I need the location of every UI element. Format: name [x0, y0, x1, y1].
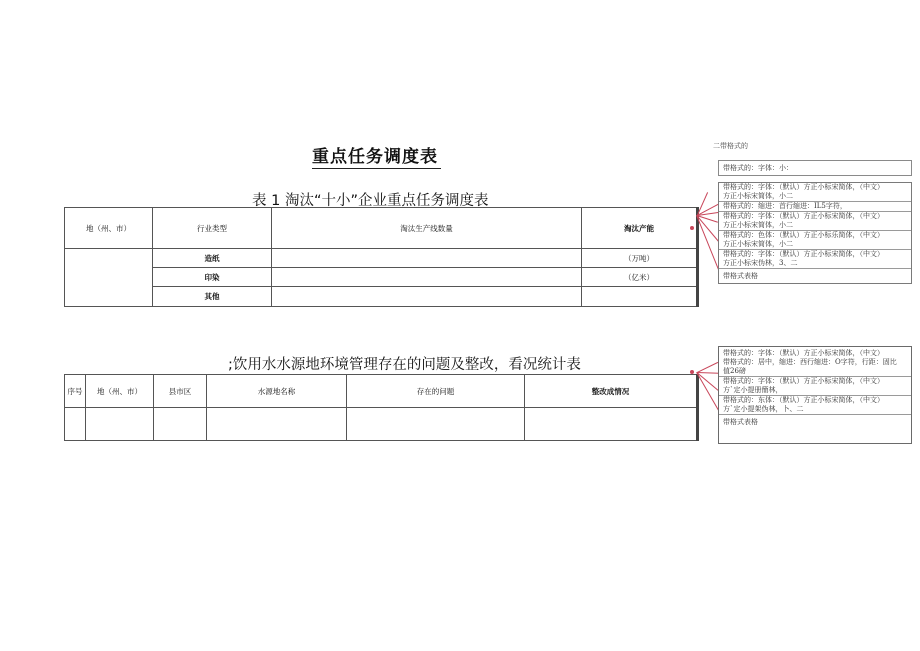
comments-panel-1 — [718, 160, 912, 292]
comment-line: 带格式的：字体：（默认）方正小标宋简体，（中文） — [723, 212, 884, 220]
table1-capacity-cell — [582, 287, 698, 307]
comment-line: 带格式的：居中，缩进：西行缩进：O字符，行距：固比 — [723, 358, 897, 366]
comment-line: 方正小标宋简体，小二 — [719, 240, 911, 250]
table2-header-county: 县市区 — [154, 375, 207, 408]
table2-cell — [207, 408, 347, 441]
table2-title: ;饮用水水源地环境管理存在的问题及整改，看况统计表 — [228, 357, 581, 373]
table2-cell — [86, 408, 154, 441]
table1-header-line-count: 淘汰生产线数量 — [272, 208, 582, 249]
table1-line-count-cell — [272, 268, 582, 287]
comment-connector-line — [696, 372, 718, 391]
table1-capacity-cell: （万吨） — [582, 249, 698, 268]
comment-line: 方`定小提架伪林，卜、二 — [719, 405, 911, 415]
comments-sidebar-title: 二带格式的 — [713, 142, 748, 150]
table-row — [65, 249, 698, 268]
table2-header-rectification: 整改成情况 — [525, 375, 698, 408]
table1 — [64, 207, 699, 307]
table2-cell — [347, 408, 525, 441]
table2-header-source-name: 水源地名称 — [207, 375, 347, 408]
table2-header-region: 地（州、市） — [86, 375, 154, 408]
comment-connector-line — [696, 372, 719, 411]
table2-cell — [154, 408, 207, 441]
table2-header-index: 序号 — [65, 375, 86, 408]
comment-line: 方正小标宋简体，小二 — [719, 221, 911, 231]
comment-line: 带格式的：字体：（默认）方正小标宋简体，（中文） — [723, 183, 884, 191]
comment-line: 带格式表格 — [723, 418, 758, 426]
table1-header-row — [65, 208, 698, 249]
comment-line: 带格式的：字体：（默认）方正小标宋简体，（中文） — [723, 250, 884, 258]
table2-header-row — [65, 375, 698, 408]
table-row — [65, 408, 698, 441]
comment-balloon-group[interactable] — [718, 182, 912, 284]
comment-line: 带格式的：缩进：首行缩进：IL5字符， — [719, 202, 911, 212]
table1-line-count-cell — [272, 287, 582, 307]
table1-title: 表 1 淘汰“十小”企业重点任务调度表 — [252, 193, 489, 209]
table1-industry-cell: 造纸 — [153, 249, 272, 268]
comment-line: 方正小标宋简体，小二 — [719, 192, 911, 202]
comment-line: 带格式的：字体：（默认）方正小标宋简体，（中文） — [723, 377, 884, 385]
comment-line: 方`定小提册簡林， — [719, 386, 911, 396]
comment-line: 带格式表格 — [723, 272, 758, 280]
table2-cell — [65, 408, 86, 441]
table1-header-capacity: 淘汰产能 — [582, 208, 698, 249]
table1-industry-cell: 其他 — [153, 287, 272, 307]
comment-anchor-dot — [690, 370, 694, 374]
comment-line: 方正小标宋伪林，3、二 — [719, 259, 911, 269]
page-title: 重点任务调度表 — [312, 142, 441, 169]
table1-header-industry: 行业类型 — [153, 208, 272, 249]
comment-connector-line — [697, 372, 719, 374]
table1-line-count-cell — [272, 249, 582, 268]
table1-capacity-cell: （亿米） — [582, 268, 698, 287]
comment-line: 值26磅 — [719, 367, 911, 377]
table2-header-problems: 存在的问题 — [347, 375, 525, 408]
table-row — [65, 287, 698, 307]
table1-industry-cell: 印染 — [153, 268, 272, 287]
comment-connector-line — [696, 215, 719, 271]
table1-region-cell — [65, 249, 153, 307]
comments-panel-2[interactable] — [718, 346, 912, 444]
table-row — [65, 268, 698, 287]
table2 — [64, 374, 699, 441]
comment-line: 带格式的：色体：（默认）方正小标乐简体，（中文） — [723, 231, 884, 239]
comment-line: 带格式的：东体：（默认）方正小标宋简体，（中文） — [723, 396, 884, 404]
table1-header-region: 地（州、市） — [65, 208, 153, 249]
table2-cell — [525, 408, 698, 441]
comment-anchor-dot — [690, 226, 694, 230]
comment-balloon[interactable]: 带格式的：字体：小： — [718, 160, 912, 176]
comment-line: 带格式的：字体：（默认）方正小标宋简体，（中文） — [723, 349, 884, 357]
